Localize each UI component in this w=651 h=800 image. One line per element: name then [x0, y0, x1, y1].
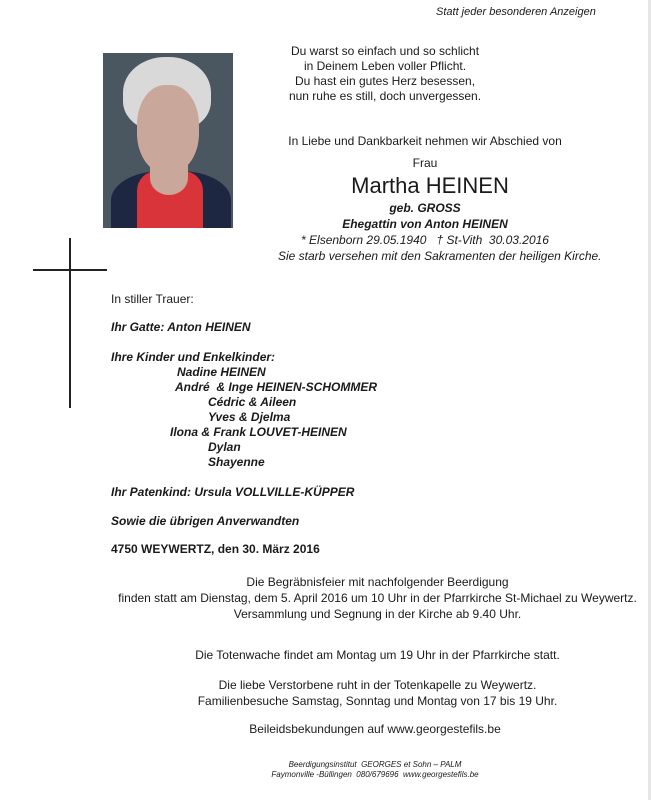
undertaker-info: [240, 760, 510, 780]
salutation: Frau: [412, 156, 438, 170]
family-member: Cédric & Aileen: [208, 395, 297, 409]
cross-icon: [69, 238, 71, 408]
undertaker-line: Beerdigungsinstitut GEORGES et Sohn – PALM: [288, 760, 462, 769]
place-date: 4750 WEYWERTZ, den 30. März 2016: [111, 542, 320, 556]
maiden-name: geb. GROSS: [389, 201, 461, 215]
family-member: Shayenne: [208, 455, 265, 469]
header-note: Statt jeder besonderen Anzeigen: [436, 6, 596, 18]
mourning-intro: In stiller Trauer:: [111, 292, 194, 306]
family-member: Dylan: [208, 440, 241, 454]
rest-info: [150, 677, 605, 709]
poem-line: Du hast ein gutes Herz besessen,: [294, 74, 476, 88]
sacraments-line: Sie starb versehen mit den Sakramenten der heiligen Kirche.: [278, 249, 602, 263]
funeral-info: [100, 574, 651, 622]
cross-icon-bar: [33, 269, 107, 271]
funeral-line: finden statt am Dienstag, dem 5. April 2016 um 10 Uhr in der Pfarrkirche St-Michael zu Weywertz.: [118, 591, 637, 605]
poem-line: nun ruhe es still, doch unvergessen.: [288, 89, 482, 103]
spouse-heading: Ihr Gatte: Anton HEINEN: [111, 320, 251, 334]
family-member: André & Inge HEINEN-SCHOMMER: [175, 380, 378, 394]
farewell-intro: In Liebe und Dankbarkeit nehmen wir Abschied von: [288, 134, 562, 148]
poem-line: Du warst so einfach und so schlicht: [290, 44, 480, 58]
family-member: Yves & Djelma: [208, 410, 291, 424]
rest-line: Die liebe Verstorbene ruht in der Totenkapelle zu Weywertz.: [218, 678, 537, 692]
godchild-line: Ihr Patenkind: Ursula VOLLVILLE-KÜPPER: [111, 485, 355, 499]
condolences-line: Beileidsbekundungen auf www.georgestefils.be: [249, 722, 501, 736]
portrait-photo: [103, 53, 233, 228]
undertaker-line: Faymonville -Büllingen 080/679696 www.georgestefils.be: [271, 770, 479, 779]
funeral-line: Die Begräbnisfeier mit nachfolgender Beerdigung: [246, 575, 509, 589]
family-member: Ilona & Frank LOUVET-HEINEN: [170, 425, 347, 439]
poem-line: in Deinem Leben voller Pflicht.: [303, 59, 467, 73]
relatives-line: Sowie die übrigen Anverwandten: [111, 514, 300, 528]
rest-line: Familienbesuche Samstag, Sonntag und Montag von 17 bis 19 Uhr.: [197, 694, 558, 708]
poem: [280, 44, 490, 104]
dates-line: * Elsenborn 29.05.1940 † St-Vith 30.03.2016: [301, 233, 549, 247]
children-heading: Ihre Kinder und Enkelkinder:: [111, 350, 276, 364]
family-member: Nadine HEINEN: [177, 365, 266, 379]
deceased-name: Martha HEINEN: [351, 173, 509, 198]
funeral-line: Versammlung und Segnung in der Kirche ab 9.40 Uhr.: [233, 607, 522, 621]
spouse-line: Ehegattin von Anton HEINEN: [342, 217, 508, 231]
wake-line: Die Totenwache findet am Montag um 19 Uhr in der Pfarrkirche statt.: [195, 648, 560, 662]
